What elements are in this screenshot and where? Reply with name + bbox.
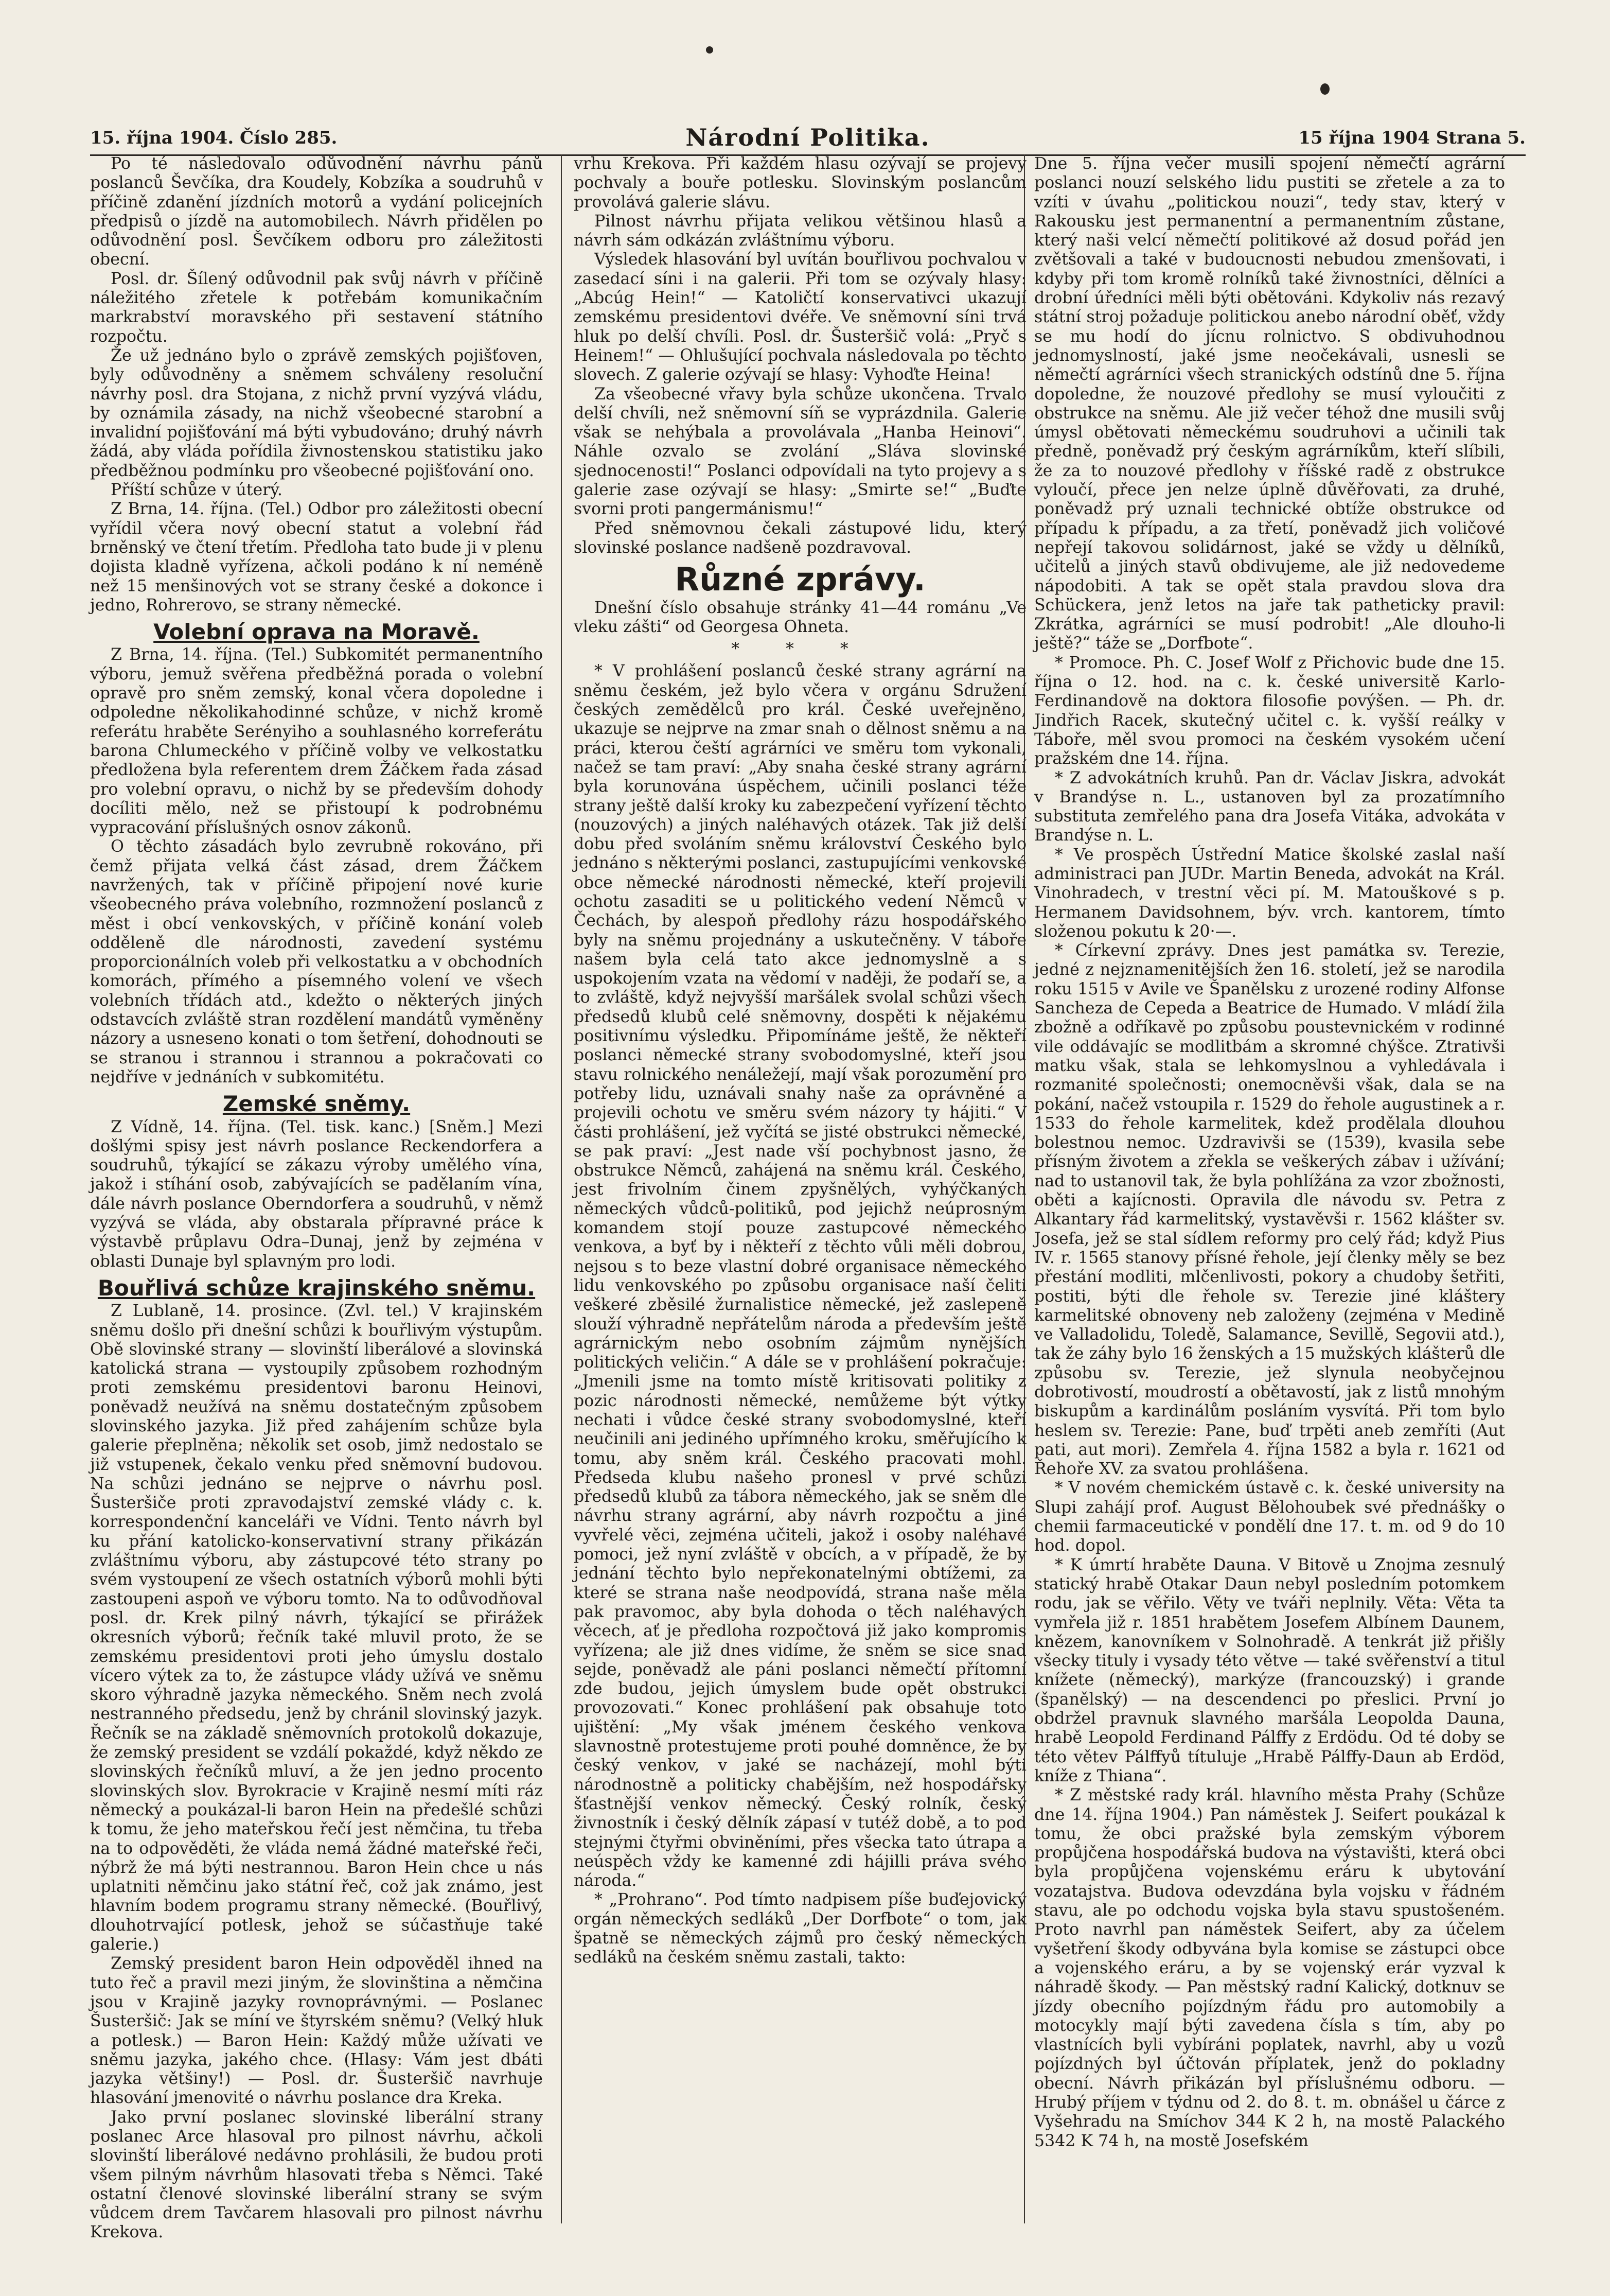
article-paragraph: Z Lublaně, 14. prosince. (Zvl. tel.) V krajinském sněmu došlo při dnešní schůzi k bouřlivým výstupům. Obě slovinské strany — slovinští liberálové a slovinská katolická strana — vystoupily způsobem rozhodným proti zemskému presidentovi baronu Heinovi, poněvadž neužívá na sněmu dostatečným způsobem slovinského jazyka. Již před zahájením schůze byla galerie přeplněna; několik set osob, jimž nedostalo se již vstupenek, čekalo venku před sněmovní budovou. Na schůzi jednáno se nejprve o návrhu posl. Šusteršiče proti zpravodajství zemské vlády c. k. korrespondenční kanceláři ve Vídni. Tento návrh byl ku přání katolicko-konservativní strany přikázán zvláštnímu výboru, aby zástupcové této strany po svém vystoupení ze všech ostatních výborů mohli býti zastoupeni aspoň ve výboru tomto. Na to odůvodňoval posl. dr. Krek pilný návrh, týkající se přirážek okresních výborů; řečník také mluvil proto, že se zemskému presidentovi proti jeho úmyslu dostalo vícero výtek za to, že zástupce vlády užívá ve sněmu skoro výhradně jazyka německého. Sněm nech zvolá nestranného předsedu, jenž by chránil slovinský jazyk. Řečník se na základě sněmovních protokolů dokazuje, že zemský president se vzdálí pokaždé, když někdo ze slovinských řečníků mluví, a že jen jedno procento slovinských slov. Byrokracie v Krajině nesmí míti ráz německý a poukázal-li baron Hein na předešlé schůzi k tomu, že jeho mateřskou řečí jest němčina, tu třeba na to odpověděti, že vláda nemá žádné mateřské řeči, nýbrž že má býti nestrannou. Baron Hein chce u nás uplatniti němčinu jako státní řeč, což jak známo, jest hlavním bodem programu strany německé. (Bouřlivý, dlouhotrvající potlesk, jehož se súčastňuje také galerie.) xyxy=(90,1302,543,1954)
article-paragraph: * Ve prospěch Ústřední Matice školské zaslal naší administraci pan JUDr. Martin Beneda, advokát na Král. Vinohradech, v trestní věci pí. M. Matouškové s p. Hermanem Davidsohnem, býv. vrch. kantorem, tímto složenou pokutu k 20·—. xyxy=(1034,845,1505,941)
ink-speck xyxy=(1320,83,1330,95)
article-paragraph: * Z advokátních kruhů. Pan dr. Václav Jiskra, advokát v Brandýse n. L., ustanoven byl za prozatímního substituta zemřelého pana dra Josefa Vitáka, advokáta v Brandýse n. L. xyxy=(1034,768,1505,845)
article-paragraph: * Promoce. Ph. C. Josef Wolf z Přichovic bude dne 15. října o 12. hod. na c. k. české universitě Karlo-Ferdinandově na doktora filosofie povýšen. — Ph. dr. Jindřich Racek, skutečný učitel c. k. vyšší reálky v Táboře, měl svou promoci na českém vysokém učení pražském dne 14. října. xyxy=(1034,653,1505,768)
section-heading-text: Zemské sněmy. xyxy=(222,1091,411,1117)
article-paragraph: Dnešní číslo obsahuje stránky 41—44 románu „Ve vleku zášti“ od Georgesa Ohneta. xyxy=(574,598,1027,636)
article-paragraph: * Církevní zprávy. Dnes jest památka sv. Terezie, jedné z nejznamenitějších žen 16. století, jež se narodila roku 1515 v Avile ve Španělsku z urozené rodiny Alfonse Sancheza de Cepeda a Beatrice de Humado. V mládí žila zbožně a odříkavě po způsobu poustevnickém v rodinné vile oddávajíc se modlitbám a skromné chýšce. Ztrativši matku však, stala se lehkomyslnou a vyhledávala i rozmanité společnosti; onemocněvši však, dala se na pokání, načež vstoupila r. 1529 do řehole augustinek a r. 1533 do řehole karmelitek, kdež prodělala dlouhou bolestnou nemoc. Uzdravivši se (1539), kvasila sebe přísným životem a zřekla se veškerých zábav i užívání; nad to ustanovil tak, že byla pohlížána za vzor zbožnosti, oběti a kajícnosti. Opravila dle návodu sv. Petra z Alkantary řád karmelitský, vystavěvši r. 1562 klášter sv. Josefa, jež se stal sídlem reformy pro celý řád; když Pius IV. r. 1565 stanovy přísné řehole, její členky měly se bez přestání modliti, mlčenlivosti, pokory a chudoby šetřiti, postiti, býti dle řehole sv. Terezie jiné kláštery karmelitské obnoveny neb založeny (zejména v Medině ve Valladolidu, Toledě, Salamance, Sevillě, Segovii atd.), tak že záhy bylo 16 ženských a 15 mužských klášterů dle způsobu sv. Terezie, jež slynula neobyčejnou dobrotivostí, moudrostí a obětavostí, jak z listů mnohým biskupům a kardinálům posláním vysvítá. Při tom bylo heslem sv. Terezie: Pane, buď trpěti aneb zemříti (Aut pati, aut mori). Zemřela 4. října 1582 a byla r. 1621 od Řehoře XV. za svatou prohlášena. xyxy=(1034,941,1505,1479)
column-divider xyxy=(561,154,562,2223)
article-paragraph: Že už jednáno bylo o zprávě zemských pojišťoven, byly odůvodněny a sněmem schváleny resoluční návrhy posl. dra Stojana, z nichž první vyzývá vládu, by oznámila zásady, na nichž všeobecné starobní a invalidní pojišťování má býti vybudováno; druhý návrh žádá, aby vláda pořídila živnostenskou statistiku jako předběžnou podmínku pro všeobecné pojišťování ono. xyxy=(90,346,543,480)
section-heading xyxy=(90,1275,543,1301)
article-paragraph: O těchto zásadách bylo zevrubně rokováno, při čemž přijata velká část zásad, drem Žáčkem navržených, tak v příčině připojení nové kurie všeobecného práva volebního, rozmnožení poslanců z měst i obcí venkovských, v příčině konání voleb odděleně dle národnosti, zavedení systému proporcionálních voleb při velkostatku a v obchodních komorách, přímého a písemného volení ve všech volebních třídách atd., kdežto o některých jiných odstavcích zvláště stran rozdělení mandátů vyměněny názory a usneseno konati o tom šetření, dohodnouti se se stranou i strannou i strannou a pokračovati co nejdříve v jednáních v subkomitétu. xyxy=(90,837,543,1086)
article-paragraph: * „Prohrano“. Pod tímto nadpisem píše buďejovický orgán německých sedláků „Der Dorfbote“ o tom, jak špatně se německých zájmů pro český německých sedláků na českém sněmu zastali, takto: xyxy=(574,1890,1027,1967)
article-paragraph: Jako první poslanec slovinské liberální strany poslanec Arce hlasoval pro pilnost návrhu, ačkoli slovinští liberálové nedávno prohlásili, že budou proti všem pilným návrhům hlasovati třeba s Němci. Také ostatní členové slovinské liberální strany se svým vůdcem drem Tavčarem hlasovali pro pilnost návrhu Krekova. xyxy=(90,2108,543,2242)
article-paragraph: * Z městské rady král. hlavního města Prahy (Schůze dne 14. října 1904.) Pan náměstek J. Seifert poukázal k tomu, že obci pražské byla zemským výborem propůjčena hospodářská budova na výstavišti, která obci byla propůjčena vojenskému eráru k ubytování vozatajstva. Budova odevzdána byla vojsku v řádném stavu, ale po odchodu vojska byla stavu spustošeném. Proto navrhl pan náměstek Seifert, aby za účelem vyšetření škody odbyvána byla komise se zástupci obce a vojenského eráru, a by se vojenský erár vyzval k náhradě škody. — Pan městský radní Kalický, dotknuv se jízdy obecního pojízdným řádu pro automobily a motocykly mají býti zavedena čísla s tím, aby po vlastnících byli vybíráni poplatek, navrhl, aby u vozů pojízdných byl účtován příplatek, jenž do pokladny obecní. Návrh přikázán byl příslušnému odboru. — Hrubý příjem v týdnu od 2. do 8. t. m. obnášel u čárce z Vyšehradu na Smíchov 344 K 2 h, na mostě Palackého 5342 K 74 h, na mostě Josefském xyxy=(1034,1786,1505,2150)
article-paragraph: Z Vídně, 14. října. (Tel. tisk. kanc.) [Sněm.] Mezi došlými spisy jest návrh poslance Reckendorfera a soudruhů, týkající se zákazu výroby umělého vína, jakož i stíhání osob, zabývajících se padělaním vína, dále návrh poslance Oberndorfera a soudruhů, v němž vyzývá se vláda, aby obstarala přípravné práce k výstavbě průplavu Odra–Dunaj, jenž by zejména v oblasti Dunaje byl splavným pro lodi. xyxy=(90,1117,543,1271)
column-2 xyxy=(574,154,1027,2223)
section-heading xyxy=(90,619,543,645)
article-paragraph: vrhu Krekova. Při každém hlasu ozývají se projevy pochvaly a bouře potlesku. Slovinským poslancům provolává galerie slávu. xyxy=(574,154,1027,212)
column-3 xyxy=(1034,154,1505,2223)
article-paragraph: Zemský president baron Hein odpověděl ihned na tuto řeč a pravil mezi jiným, že slovinština a němčina jsou v Krajině jazyky rovnoprávnými. — Poslanec Šusteršič: Jak se míní ve štyrském sněmu? (Velký hluk a potlesk.) — Baron Hein: Každý může užívati ve sněmu jazyka, jakého chce. (Hlasy: Vám jest dbáti jazyka většiny!) — Posl. dr. Šusteršič navrhuje hlasování jmenovité o návrhu poslance dra Kreka. xyxy=(90,1954,543,2108)
section-heading: Různé zprávy. xyxy=(675,560,926,599)
article-paragraph: Pilnost návrhu přijata velikou většinou hlasů a návrh sám odkázán zvláštnímu výboru. xyxy=(574,212,1027,250)
article-paragraph: * V prohlášení poslanců české strany agrární na sněmu českém, jež bylo včera v orgánu Sdružení českých zemědělců pro král. České uveřejněno, ukazuje se nejprve na zmar snah o dělnost sněmu a na práci, kterou čeští agrárníci ve směru tom vykonali, načež se tam praví: „Aby snaha české strany agrární byla korunována úspěchem, učinili poslanci téže strany ještě další kroky ku zabezpečení vyřízení těchto (nouzových) a jiných naléhavých otázek. Tak již delší dobu před svoláním sněmu království Českého bylo jednáno s některými poslanci, zastupujícími venkovské obce německé národnosti německé, kteří projevili ochotu zasaditi se u politického vedení Němců v Čechách, by alespoň předlohy rázu hospodářského byly na sněmu projednány a uskutečněny. V táboře našem byla celá tato akce jednomyslně a s uspokojením vzata na vědomí v naději, že podaří se, a to zvláště, když nejvyšší maršálek svolal schůzi všech předsedů klubů celé sněmovny, dospěti k nějakému positivnímu výsledku. Připomínáme ještě, že někteří poslanci německé strany svobodomyslné, kteří jsou stavu rolnického nenáležejí, mají však porozumění pro potřeby lidu, uznávali snahy naše za oprávněné a projevili ochotu ve směru svém názory ty hájiti.“ V části prohlášení, jež vyčítá se jisté obstrukci německé, se pak praví: „Jest nade vší pochybnost jasno, že obstrukce Němců, zahájená na sněmu král. Českého, jest frivolním činem zpyšnělých, vyhýčkaných německých vůdců-politiků, pod jejichž neúprosným komandem stojí pouze zastupcové německého venkova, a byť by i někteří z těchto vůli měli dobrou, nejsou s to beze vlastní dobré organisace německého lidu venkovského po způsobu organisace naší čeliti veškeré zběsilé žurnalistice německé, jež zaslepeně slouží výhradně nepřátelům národa a především ještě agrárnickým nebo osobním zájmům nynějších politických veličin.“ A dále se v prohlášení pokračuje: „Jmenili jsme na tomto místě kritisovati politiky z pozic národnosti německé, nemůžeme být výtky nechati i vůdce české strany svobodomyslné, kteří neučinili ani jediného upřímného kroku, směřujícího k tomu, aby sněm král. Českého pracovati mohl. Předseda klubu našeho pronesl v prvé schůzi předsedů klubů za tábora německého, jak se sněm dle návrhu strany agrární, aby návrh rozpočtu a jiné vyvřelé věci, zejména učiteli, jakož i osoby naléhavé pomoci, jež nyní zvláště v obcích, a v případě, že by jednání těchto bylo nepřekonatelnými obtížemi, za které se strana naše neodpovídá, strana naše měla pak pravomoc, aby byla dohoda o těch naléhavých věcech, ať je předloha rozpočtová již jako kompromis vyřízena; ale již dnes vidíme, že sněm se sice snad sejde, poněvadž ale páni poslanci němečtí přítomní zde budou, jejich úmyslem bude opět obstrukci provozovati.“ Konec prohlášení pak obsahuje toto ujištění: „My však jménem českého venkova slavnostně protestujeme proti pouhé domněnce, že by český venkov, v jaké se nacházejí, mohl býti národnostně a politicky chabějším, než hospodářsky šťastnější venkov německý. Český rolník, český živnostník i český dělník zápasí v tutéž době, a to pod stejnými čtyřmi obviněními, přes všecka tato útrapa a neúspěch vždy ke kamenné zdi hájilli práva svého národa.“ xyxy=(574,662,1027,1890)
article-paragraph: * V novém chemickém ústavě c. k. české university na Slupi zahájí prof. August Bělohoubek své přednášky o chemii farmaceutické v pondělí dne 17. t. m. od 9 do 10 hod. dopol. xyxy=(1034,1479,1505,1555)
article-paragraph: Za všeobecné vřavy byla schůze ukončena. Trvalo delší chvíli, než sněmovní síň se vyprázdnila. Galerie však se nehýbala a provolávala „Hanba Heinovi“. Náhle ozvalo se zvolání „Sláva slovinské sjednocenosti!“ Poslanci odpovídali na tyto projevy a s galerie zase ozývají se hlasy: „Smirte se!“ „Buďte svorni proti pangermánismu!“ xyxy=(574,384,1027,519)
article-paragraph: Příští schůze v úterý. xyxy=(111,481,282,500)
section-heading-text: Bouřlivá schůze krajinského sněmu. xyxy=(97,1275,536,1301)
section-separator: * * * xyxy=(731,640,869,659)
article-paragraph: Před sněmovnou čekali zástupové lidu, který slovinské poslance nadšeně pozdravoval. xyxy=(574,519,1027,557)
article-paragraph: Dne 5. října večer musili spojení němečtí agrární poslanci nouzí selského lidu pustiti se zřetele a za to vzíti v úvahu „politickou nouzi“, tedy stav, který v Rakousku jest permanentní a permanentním zůstane, který naši velcí němečtí politikové až dosud pořád jen zvětšovali a také v budoucnosti nebudou zmenšovati, i kdyby při tom kromě rolníků také živnostníci, dělníci a drobní úředníci měli býti obětováni. Kdykoliv nás rezavý státní stroj požaduje politickou anebo národní oběť, vždy se mu hodí do jícnu rolnictvo. S obdivuhodnou jednomyslností, jaké jsme neočekávali, usnesli se němečtí agrárníci všech stranických odstínů dne 5. října dopoledne, že nouzové předlohy se musí vyloučiti z obstrukce na sněmu. Ale již večer téhož dne musili svůj úmysl obětovati německému soudruhovi a učinili tak předně, poněvadž prý českým agrárníkům, kteří slíbili, že za to nouzové předlohy v říšské radě z obstrukce vyloučí, přece jen nelze úplně důvěřovati, za druhé, poněvadž prý uznali technické obtíže obstrukce od případu k případu, a za třetí, poněvadž jich voličové nepřejí takovou solidárnost, jaké se vždy u dělníků, učitelů a jiných stavů obdivujeme, ale již nedovedeme nápodobiti. A tak se opět stala pravdou slova dra Schückera, jenž letos na jaře tak patheticky pravil: Zkrátka, agrárníci se musí podrobit! „Ale dlouho-li ještě?“ táže se „Dorfbote“. xyxy=(1034,154,1505,653)
header-date-issue: 15. října 1904. Číslo 285. xyxy=(90,128,338,148)
section-heading-text: Volební oprava na Moravě. xyxy=(153,619,480,645)
article-paragraph: * K úmrtí hraběte Dauna. V Bitově u Znojma zesnulý statický hrabě Otakar Daun nebyl posledním potomkem rodu, jak se věřilo. Věty ve tváři neplnily. Věta: Věta ta vymřela již r. 1851 hrabětem Josefem Albínem Daunem, knězem, kanovníkem v Solnohradě. A tenkrát již přišly všecky tituly i vysady této větve — také svěřenství a titul knížete (německý), markýze (francouzský) i grande (španělský) — na descendenci po přeslici. První jo obdržel pravnuk slavného maršála Leopolda Dauna, hrabě Leopold Ferdinand Pálffy z Erdödu. Od té doby se této větev Pálffyů títuluje „Hrabě Pálffy-Daun ab Erdöd, kníže z Thiana“. xyxy=(1034,1555,1505,1785)
page-header xyxy=(90,124,1526,156)
section-heading xyxy=(90,1091,543,1117)
column-1 xyxy=(90,154,543,2242)
article-paragraph: Z Brna, 14. října. (Tel.) Odbor pro záležitosti obecní vyřídil včera nový obecní statut a volební řád brněnský ve čtení třetím. Předloha tato bude ji v plenu dojista kladně vyřízena, ačkoli podáno k ní neméně než 15 menšinových vot se strany české a dokonce i jedno, Rohrerovo, se strany německé. xyxy=(90,500,543,615)
article-paragraph: Výsledek hlasování byl uvítán bouřlivou pochvalou v zasedací síni i na galerii. Při tom se ozývaly hlasy: „Abcúg Hein!“ — Katoličtí konservativci ukazují zemskému presidentovi dvéře. Ve sněmovní síni trvá hluk po delší chvíli. Posl. dr. Šusteršič volá: „Pryč s Heinem!“ — Ohlušující pochvala následovala po těchto slovech. Z galerie ozývají se hlasy: Vyhoďte Heina! xyxy=(574,250,1027,384)
article-paragraph: Z Brna, 14. října. (Tel.) Subkomitét permanentního výboru, jemuž svěřena předběžná porada o volební opravě pro sněm zemský, konal včera dopoledne i odpoledne několikahodinné schůze, v nichž kromě referátu hraběte Serényiho a souhlasného korreferátu barona Chlumeckého v příčině volby ve velkostatku předložena byla referentem drem Žáčkem řada zásad pro volební opravu, o nichž by se především dohody docíliti mělo, než se přistoupí k podrobnému vypracování příslušných osnov zákonů. xyxy=(90,645,543,837)
ink-speck xyxy=(706,46,713,54)
header-page-number: 15 října 1904 Strana 5. xyxy=(1298,128,1526,148)
newspaper-title: Národní Politika. xyxy=(685,124,930,151)
article-paragraph: Posl. dr. Šílený odůvodnil pak svůj návrh v příčině náležitého zřetele k potřebám komunikačním markrabství moravského při sestavení státního rozpočtu. xyxy=(90,269,543,346)
article-paragraph: Po té následovalo odůvodnění návrhu pánů poslanců Ševčíka, dra Koudely, Kobzíka a soudruhů v příčině zdanění jízdních motorů a vydání policejních předpisů o jízdě na automobilech. Návrh přidělen po odůvodnění posl. Ševčíkem odboru pro záležitosti obecní. xyxy=(90,154,543,269)
